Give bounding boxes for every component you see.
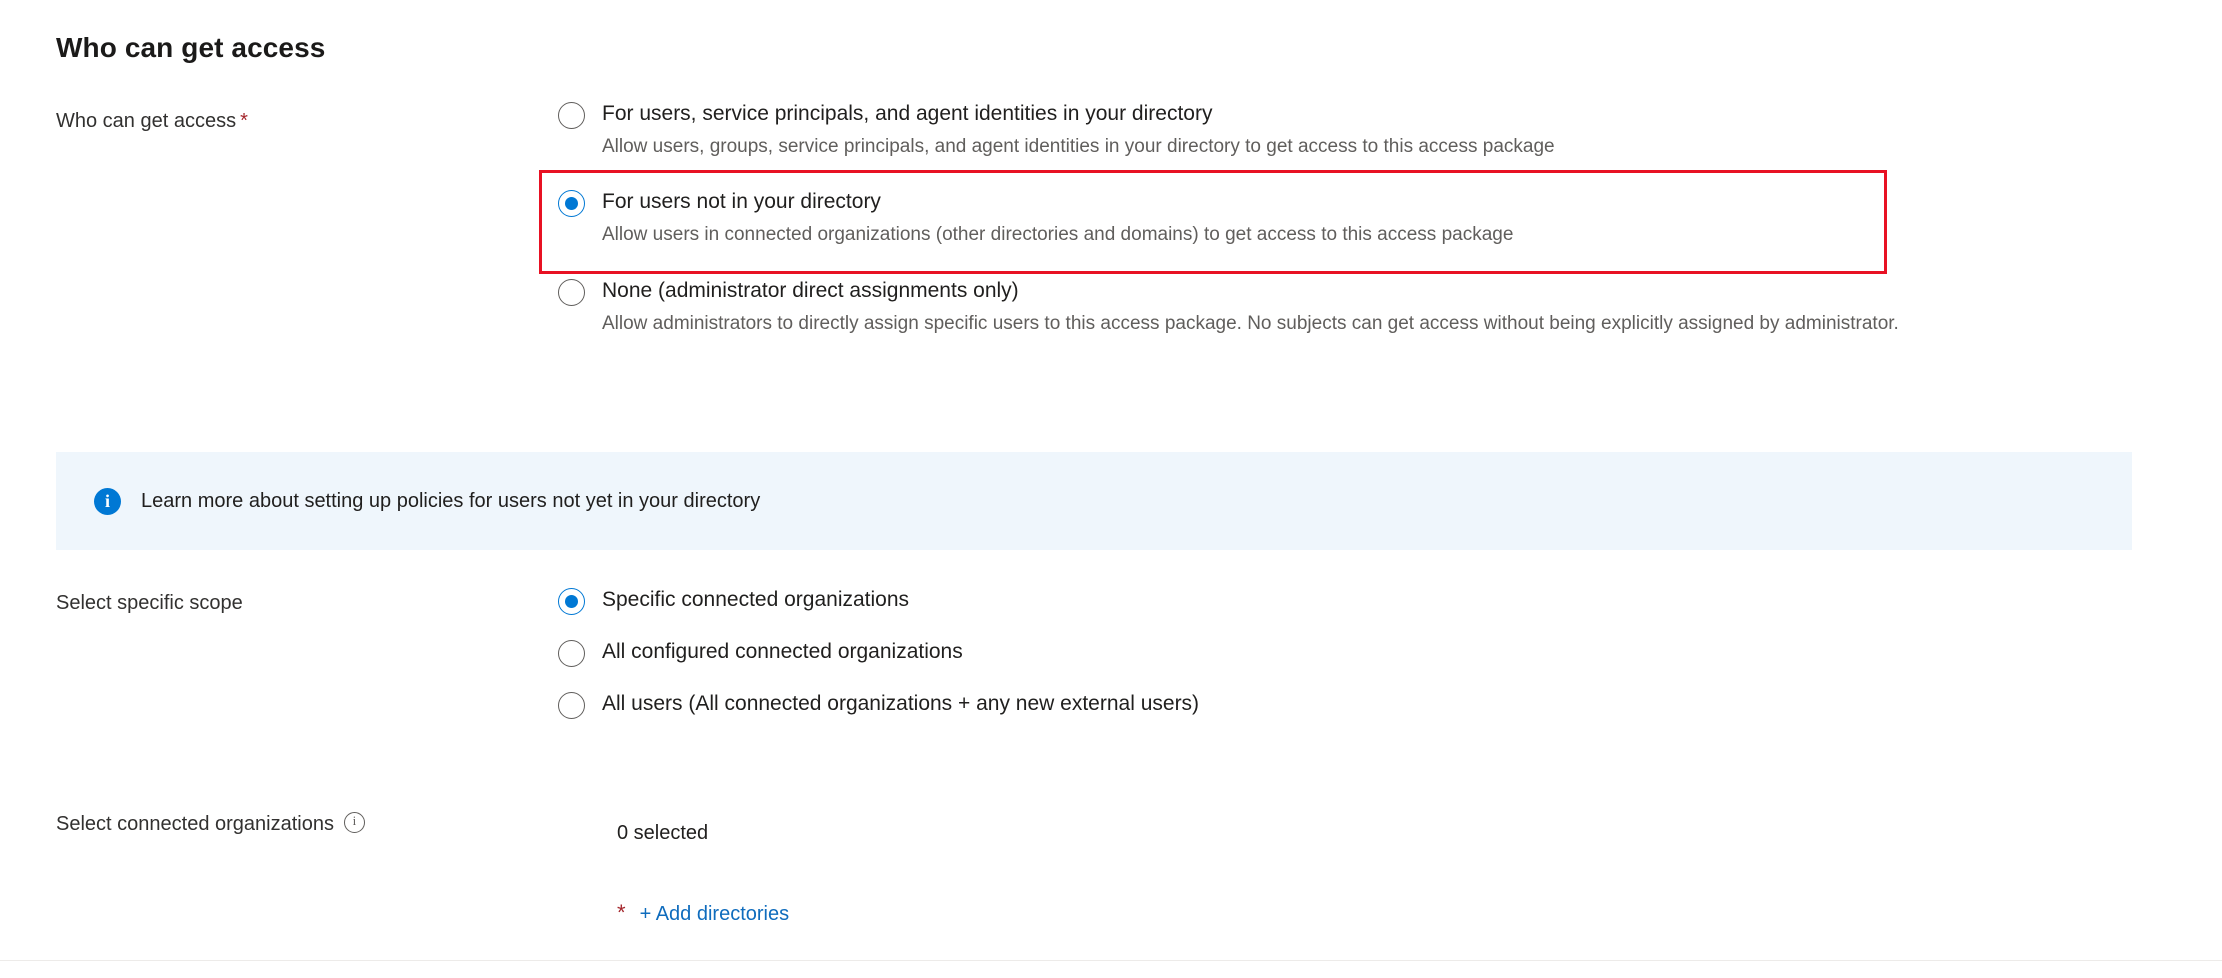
radio-indicator[interactable] bbox=[558, 279, 585, 306]
add-directories-row bbox=[617, 900, 789, 926]
info-icon[interactable] bbox=[344, 812, 365, 833]
add-directories-link[interactable]: + Add directories bbox=[639, 903, 790, 925]
radio-option-title: All users (All connected organizations + any new external users) bbox=[602, 692, 1200, 715]
radio-option-description: Allow users in connected organizations (other directories and domains) to get access to this access package bbox=[602, 224, 1514, 245]
radio-indicator[interactable] bbox=[558, 692, 585, 719]
radio-option-specific-connected-organizations[interactable] bbox=[558, 586, 909, 615]
page-title: Who can get access bbox=[56, 32, 326, 63]
divider bbox=[0, 960, 2222, 961]
radio-option-text bbox=[602, 586, 909, 614]
select-specific-scope-label: Select specific scope bbox=[56, 592, 243, 614]
radio-indicator-selected[interactable] bbox=[558, 588, 585, 615]
who-can-get-access-label bbox=[56, 110, 248, 133]
radio-option-title: Specific connected organizations bbox=[602, 588, 910, 611]
required-marker: * bbox=[617, 900, 626, 925]
radio-option-text bbox=[602, 690, 1199, 718]
radio-option-text bbox=[602, 638, 963, 666]
radio-option-users-not-in-directory[interactable] bbox=[558, 188, 1513, 249]
radio-option-title: For users not in your directory bbox=[602, 190, 881, 213]
radio-option-text bbox=[602, 188, 1513, 249]
radio-indicator[interactable] bbox=[558, 640, 585, 667]
select-connected-organizations-label-text: Select connected organizations bbox=[56, 813, 334, 835]
radio-option-all-configured-connected-organizations[interactable] bbox=[558, 638, 963, 667]
radio-option-title: All configured connected organizations bbox=[602, 640, 963, 663]
selected-count: 0 selected bbox=[617, 822, 709, 844]
info-banner bbox=[56, 452, 2132, 550]
radio-indicator-selected[interactable] bbox=[558, 190, 585, 217]
radio-option-users-in-directory[interactable] bbox=[558, 100, 1555, 161]
who-can-get-access-label-text: Who can get access bbox=[56, 110, 237, 132]
radio-option-title: For users, service principals, and agent identities in your directory bbox=[602, 102, 1213, 125]
select-connected-organizations-label bbox=[56, 812, 365, 836]
radio-option-all-users[interactable] bbox=[558, 690, 1199, 719]
radio-option-description: Allow administrators to directly assign specific users to this access package. No subjects can get access without being explicitly assigned by administrator. bbox=[602, 313, 1899, 334]
required-marker: * bbox=[240, 110, 248, 132]
radio-option-none-admin-direct-assignments[interactable] bbox=[558, 277, 1899, 338]
radio-option-text bbox=[602, 100, 1555, 161]
info-icon bbox=[94, 488, 121, 515]
radio-option-text bbox=[602, 277, 1899, 338]
radio-indicator[interactable] bbox=[558, 102, 585, 129]
radio-option-description: Allow users, groups, service principals, and agent identities in your directory to get access to this access package bbox=[602, 136, 1555, 157]
radio-option-title: None (administrator direct assignments only) bbox=[602, 279, 1019, 302]
info-banner-text: Learn more about setting up policies for users not yet in your directory bbox=[141, 489, 761, 512]
